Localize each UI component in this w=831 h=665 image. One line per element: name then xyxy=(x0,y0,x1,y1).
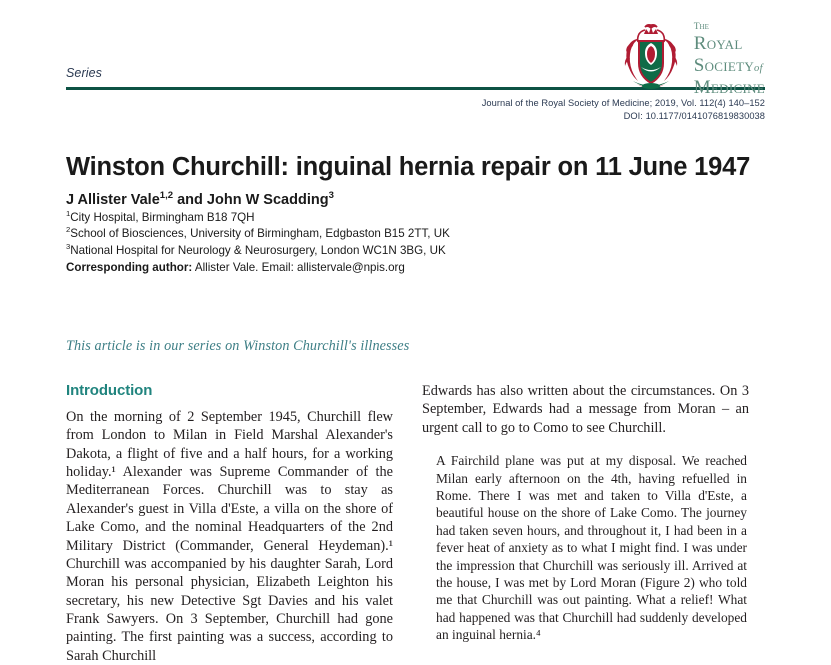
page-title: Winston Churchill: inguinal hernia repair on 11 June 1947 xyxy=(66,153,751,182)
royal-society-of-medicine-logo xyxy=(617,16,765,99)
affiliation-3 xyxy=(66,243,586,259)
author-block xyxy=(66,192,586,277)
author-1-affiliation-marker: 1,2 xyxy=(159,190,174,202)
series-note: This article is in our series on Winston Churchill's illnesses xyxy=(66,338,410,354)
right-column xyxy=(422,382,749,644)
affiliation-2-marker: 2 xyxy=(66,225,71,235)
corresponding-author xyxy=(66,260,586,276)
wordmark-royal: Royal xyxy=(693,33,743,55)
affiliation-3-text: National Hospital for Neurology & Neurosurgery, London WC1N 3BG, UK xyxy=(70,243,446,257)
author-names xyxy=(66,192,586,208)
wordmark-society: Society xyxy=(693,55,755,77)
right-column-paragraph: Edwards has also written about the circumstances. On 3 September, Edwards had a message from Moran – an urgent call to go to Como to see Churchill. xyxy=(422,383,749,436)
affiliation-1 xyxy=(66,210,586,226)
affiliation-2 xyxy=(66,226,586,242)
left-column xyxy=(66,382,393,665)
wordmark-of: of xyxy=(754,63,763,75)
corresponding-author-email[interactable]: Allister Vale. Email: allistervale@npis.org xyxy=(192,261,405,275)
affiliation-2-text: School of Biosciences, University of Birmingham, Edgbaston B15 2TT, UK xyxy=(70,227,450,241)
citation-reference: Journal of the Royal Society of Medicine; 2019, Vol. 112(4) 140–152 xyxy=(481,98,765,108)
section-heading-introduction: Introduction xyxy=(66,382,153,399)
author-2-affiliation-marker: 3 xyxy=(328,190,334,202)
journal-citation xyxy=(482,97,765,123)
block-quote: A Fairchild plane was put at my disposal. We reached Milan early afternoon on the 4th, having refuelled in Rome. There I was met and taken to Villa d'Este, a beautiful house on the shore of Lake Como. The journey had taken seven hours, and throughout it, I had been in a fever heat of anxiety as to what I might find. I was under the impression that Churchill was seriously ill. Arrived at the house, I was met by Lord Moran (Figure 2) who told me that Churchill was out painting. What a relief! What had happened was that Churchill had suddenly developed an inguinal hernia.⁴ xyxy=(436,453,747,643)
wordmark-medicine: Medicine xyxy=(693,77,765,99)
rsm-wordmark xyxy=(694,16,765,99)
affiliation-1-text: City Hospital, Birmingham B18 7QH xyxy=(70,211,255,224)
running-head-series-label: Series xyxy=(66,66,103,80)
affiliation-3-marker: 3 xyxy=(66,242,71,252)
author-name-1: J Allister Vale xyxy=(66,192,160,208)
corresponding-author-label: Corresponding author: xyxy=(66,261,193,275)
author-conjunction: and xyxy=(173,192,207,208)
affiliation-1-marker: 1 xyxy=(66,209,71,219)
left-column-paragraph: On the morning of 2 September 1945, Churchill flew from London to Milan in Field Marshal Alexander's Dakota, a flight of five and a half hours, for a working holiday.¹ Alexander was Supreme Commander of the Mediterranean Forces. Churchill was to stay as Alexander's guest in Villa d'Este, a villa on the shore of Lake Como, and the nominal Headquarters of the 2nd Military District (Commander, General Heydeman).¹ Churchill was accompanied by his daughter Sarah, Lord Moran his personal physician, Elizabeth Leighton his secretary, his new Detective Sgt Davies and his valet Frank Sawyers. On 3 September, Churchill had gone painting. The first painting was a success, according to Sarah Churchill xyxy=(66,409,393,664)
wordmark-the: The xyxy=(693,22,709,32)
author-name-2: John W Scadding xyxy=(206,192,329,208)
citation-doi[interactable]: DOI: 10.1177/0141076819830038 xyxy=(623,111,765,122)
rsm-crest-icon xyxy=(617,23,685,93)
